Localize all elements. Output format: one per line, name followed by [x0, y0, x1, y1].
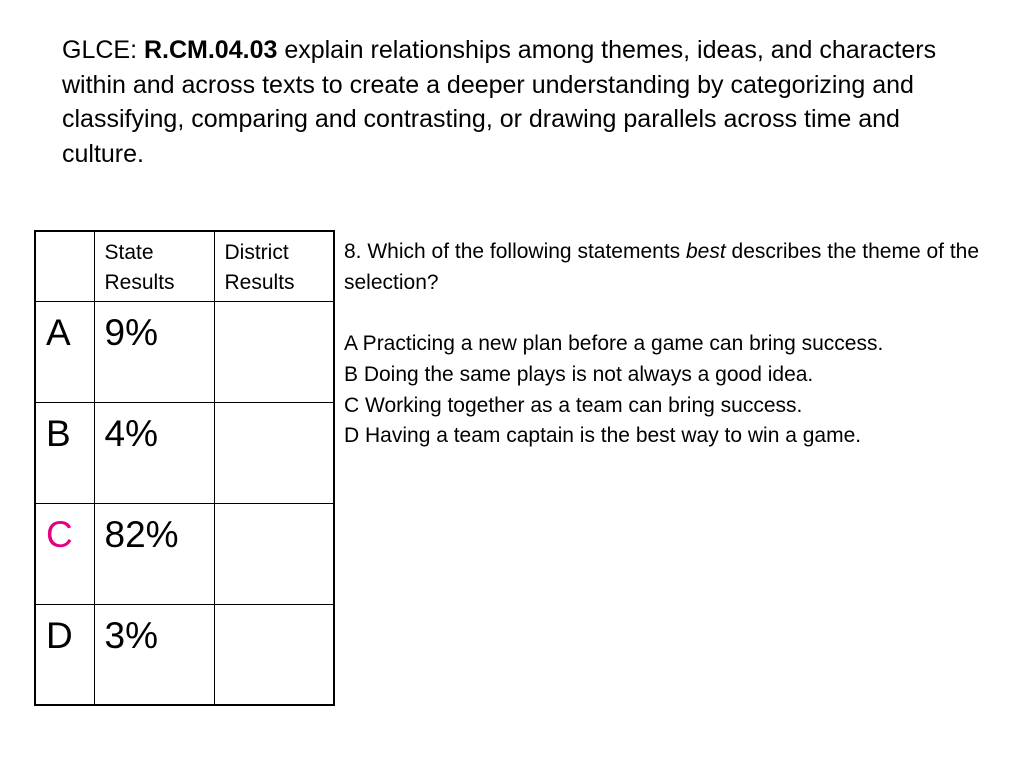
header-cell-empty [35, 231, 94, 301]
answer-option-d: D Having a team captain is the best way to win a game. [344, 424, 862, 448]
answer-option-b: B Doing the same plays is not always a good idea. [344, 362, 814, 386]
answer-letter: A [35, 301, 94, 402]
answer-option-c: C Working together as a team can bring success. [344, 393, 803, 417]
question-block [344, 237, 989, 452]
table-row [35, 604, 334, 705]
answer-letter: D [35, 604, 94, 705]
glce-description: explain relationships among themes, ideas, and characters within and across texts to create a deeper understanding by categorizing and classifying, comparing and contrasting, or drawing parallels across time and culture. [62, 36, 937, 168]
table-header-row [35, 231, 334, 301]
header-cell-state-results: State Results [94, 231, 214, 301]
glce-standard [62, 33, 972, 171]
results-table [34, 230, 335, 706]
answer-letter: B [35, 402, 94, 503]
table-row [35, 503, 334, 604]
spacer [344, 298, 989, 329]
header-cell-district-results: District Results [214, 231, 334, 301]
state-result: 9% [94, 301, 214, 402]
glce-prefix: GLCE: [62, 36, 144, 64]
district-result [214, 402, 334, 503]
answer-letter-correct: C [35, 503, 94, 604]
district-result [214, 604, 334, 705]
district-result [214, 503, 334, 604]
question-stem-emphasis: best [686, 240, 726, 263]
glce-code: R.CM.04.03 [143, 36, 278, 64]
district-result [214, 301, 334, 402]
table-row [35, 402, 334, 503]
answer-option-a: A Practicing a new plan before a game can bring success. [344, 332, 884, 356]
state-result: 82% [94, 503, 214, 604]
question-stem [344, 237, 989, 298]
question-stem-start: 8. Which of the following statements [344, 240, 686, 263]
state-result: 3% [94, 604, 214, 705]
question-stem-end: describes the theme of the selection? [344, 240, 980, 294]
table-row [35, 301, 334, 402]
state-result: 4% [94, 402, 214, 503]
